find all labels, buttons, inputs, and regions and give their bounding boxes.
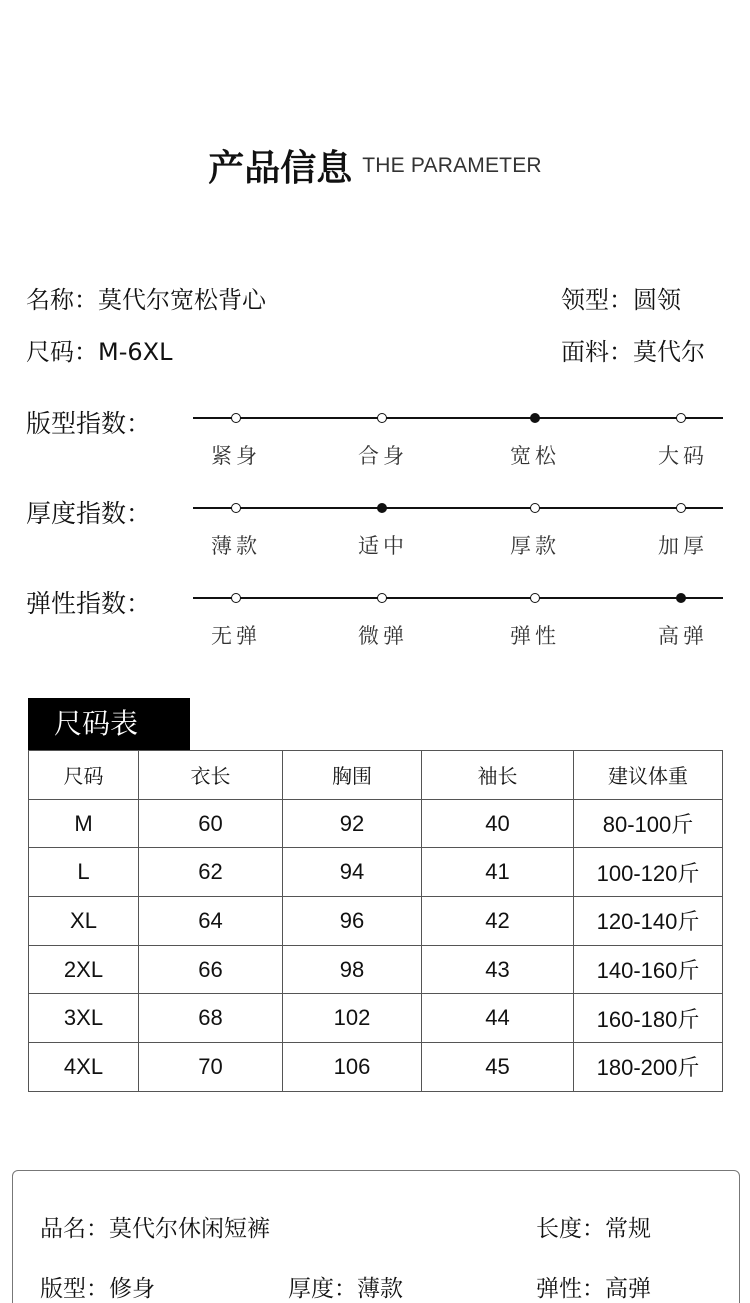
table-cell: 43 [422,945,574,994]
detail-length [536,1210,651,1243]
scale-option-label: 大码 [658,444,708,468]
detail-length-value: 常规 [605,1216,651,1242]
scale-dot [530,503,540,513]
index-scale [193,502,723,514]
scale-dot [530,593,540,603]
scale-option-label: 合身 [358,444,408,468]
scale-dot [676,413,686,423]
detail-elasticity-value: 高弹 [605,1276,651,1302]
scale-option-label: 弹性 [510,624,560,648]
detail-length-key: 长度： [536,1216,605,1242]
table-cell: XL [29,897,139,946]
table-cell: 41 [422,848,574,897]
scale-dot [377,593,387,603]
table-cell: M [29,799,139,848]
scale-dot-selected [676,593,686,603]
table-header-cell: 袖长 [422,751,574,800]
scale-dot [676,503,686,513]
table-cell: 45 [422,1043,574,1092]
table-cell: 92 [283,799,422,848]
table-cell: 62 [139,848,283,897]
detail-name-key: 品名： [40,1216,109,1242]
table-cell: 64 [139,897,283,946]
detail-thickness-key: 厚度： [288,1276,357,1302]
scale-dot [231,503,241,513]
table-cell: 96 [283,897,422,946]
table-cell: 100-120斤 [574,848,723,897]
table-cell: L [29,848,139,897]
scale-line [193,597,723,599]
table-cell: 60 [139,799,283,848]
detail-thickness-value: 薄款 [357,1276,403,1302]
scale-dot [231,413,241,423]
table-cell: 68 [139,994,283,1043]
table-header-row [29,751,723,800]
table-cell: 66 [139,945,283,994]
collar-type: 领型：圆领 [561,286,681,314]
index-label: 弹性指数： [26,589,152,618]
size-range: 尺码：M-6XL [26,338,173,366]
detail-name [40,1210,270,1243]
page-title: 产品信息 [208,148,353,189]
scale-dot [377,413,387,423]
table-cell: 3XL [29,994,139,1043]
scale-option-label: 无弹 [211,624,261,648]
scale-option-label: 宽松 [510,444,560,468]
size-chart-title: 尺码表 [28,698,190,750]
detail-elasticity-key: 弹性： [536,1276,605,1302]
table-cell: 94 [283,848,422,897]
index-label: 版型指数： [26,409,152,438]
scale-line [193,417,723,419]
table-cell: 160-180斤 [574,994,723,1043]
scale-option-label: 加厚 [658,534,708,558]
scale-option-label: 薄款 [211,534,261,558]
table-row [29,897,723,946]
table-row [29,848,723,897]
detail-elasticity [536,1270,651,1303]
index-scale [193,592,723,604]
table-cell: 106 [283,1043,422,1092]
table-header-cell: 衣长 [139,751,283,800]
scale-dot-selected [377,503,387,513]
fabric-type: 面料：莫代尔 [561,338,705,366]
table-cell: 98 [283,945,422,994]
table-row [29,945,723,994]
table-cell: 42 [422,897,574,946]
scale-option-label: 适中 [358,534,408,558]
index-label: 厚度指数： [26,499,152,528]
table-header-cell: 尺码 [29,751,139,800]
page-subtitle: THE PARAMETER [362,153,542,177]
scale-option-label: 厚款 [510,534,560,558]
size-table [28,750,723,1092]
table-cell: 70 [139,1043,283,1092]
table-row [29,994,723,1043]
table-cell: 40 [422,799,574,848]
product-name: 名称：莫代尔宽松背心 [26,286,266,314]
scale-dot-selected [530,413,540,423]
scale-option-label: 紧身 [211,444,261,468]
table-header-cell: 胸围 [283,751,422,800]
table-cell: 4XL [29,1043,139,1092]
scale-dot [231,593,241,603]
table-header-cell: 建议体重 [574,751,723,800]
detail-fit [40,1270,155,1303]
table-row [29,799,723,848]
table-cell: 102 [283,994,422,1043]
section-header [0,140,750,191]
table-cell: 44 [422,994,574,1043]
scale-line [193,507,723,509]
table-cell: 80-100斤 [574,799,723,848]
scale-option-label: 高弹 [658,624,708,648]
table-cell: 120-140斤 [574,897,723,946]
table-row [29,1043,723,1092]
detail-name-value: 莫代尔休闲短裤 [109,1216,270,1242]
table-cell: 2XL [29,945,139,994]
scale-option-label: 微弹 [358,624,408,648]
detail-fit-value: 修身 [109,1276,155,1302]
detail-thickness [288,1270,403,1303]
index-scale [193,412,723,424]
detail-fit-key: 版型： [40,1276,109,1302]
table-cell: 180-200斤 [574,1043,723,1092]
table-cell: 140-160斤 [574,945,723,994]
